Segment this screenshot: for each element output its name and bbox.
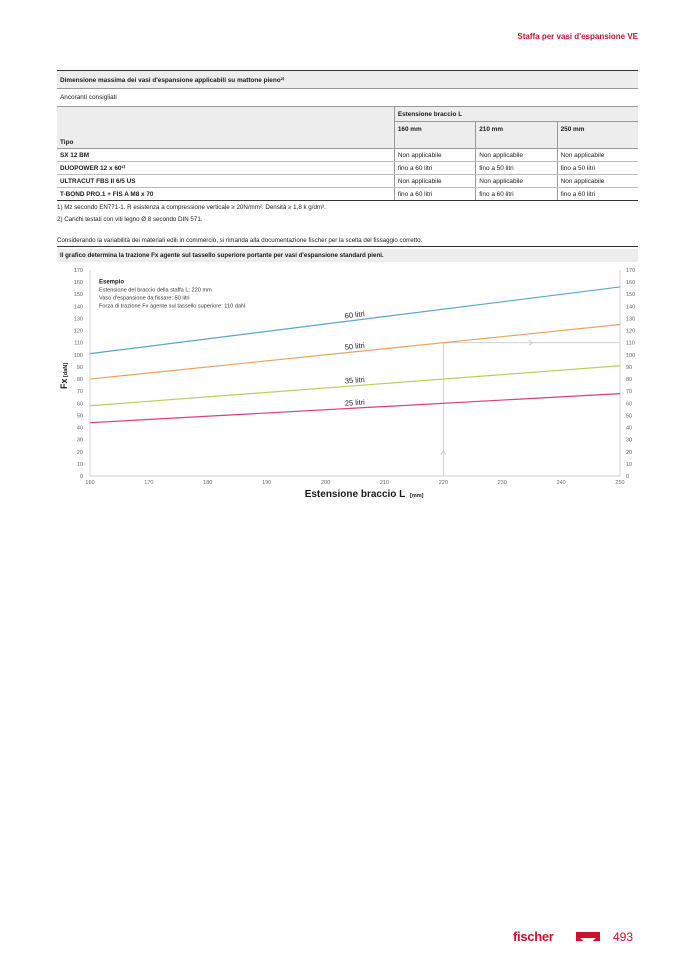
row-value: Non applicabile bbox=[394, 175, 475, 188]
row-value: Non applicabile bbox=[557, 149, 638, 162]
x-axis-unit: [mm] bbox=[410, 493, 424, 499]
anchor-table bbox=[57, 70, 638, 201]
x-tick-label: 240 bbox=[556, 480, 566, 486]
example-line: Estensione del braccio della staffa L: 220 mm bbox=[99, 287, 212, 294]
x-tick-label: 250 bbox=[615, 480, 625, 486]
page-number: 493 bbox=[613, 930, 634, 944]
page-header-title: Staffa per vasi d'espansione VE bbox=[517, 32, 638, 41]
row-type: T-BOND PRO.1 + FIS A M8 x 70 bbox=[57, 188, 394, 201]
row-value: fino a 60 litri bbox=[394, 162, 475, 175]
y-tick-label-right: 160 bbox=[626, 280, 636, 287]
footnote: 1) Mz secondo EN771-1. R esistenza a compressione verticale ≥ 20N/mm². Densità ≥ 1,8 k g/dm³. bbox=[57, 204, 326, 211]
y-axis-label: Fx bbox=[59, 378, 69, 389]
x-tick-label: 180 bbox=[203, 480, 213, 486]
row-value: Non applicabile bbox=[476, 149, 557, 162]
y-tick-label: 100 bbox=[73, 352, 83, 359]
table-row bbox=[57, 149, 638, 162]
y-tick-label: 80 bbox=[76, 377, 83, 384]
row-value: Non applicabile bbox=[476, 175, 557, 188]
y-tick-label: 140 bbox=[73, 304, 83, 311]
x-tick-label: 210 bbox=[379, 480, 390, 486]
row-value: Non applicabile bbox=[557, 175, 638, 188]
example-line: Forza di trazione Fx agente sul tassello superiore: 110 daN bbox=[99, 303, 246, 310]
x-tick-label: 200 bbox=[320, 480, 331, 486]
force-chart bbox=[57, 262, 638, 502]
y-tick-label: 50 bbox=[76, 413, 83, 420]
y-tick-label-right: 50 bbox=[626, 413, 633, 420]
x-tick-label: 230 bbox=[497, 480, 507, 486]
y-tick-label-right: 100 bbox=[626, 352, 636, 359]
y-axis-unit: [daN] bbox=[63, 362, 69, 377]
fischer-logo-mark-icon bbox=[576, 932, 600, 941]
y-tick-label-right: 60 bbox=[626, 401, 633, 408]
y-tick-label: 90 bbox=[76, 364, 83, 371]
series-label: 50 litri bbox=[344, 340, 366, 352]
column-header: 250 mm bbox=[557, 122, 638, 137]
series-label: 25 litri bbox=[344, 397, 366, 408]
row-type: ULTRACUT FBS II 6/5 US bbox=[57, 175, 394, 188]
y-tick-label-right: 130 bbox=[626, 316, 636, 323]
y-tick-label-right: 120 bbox=[626, 328, 636, 335]
footnotes bbox=[57, 202, 326, 226]
series-line bbox=[90, 325, 620, 380]
series-label: 60 litri bbox=[344, 309, 366, 321]
y-tick-label: 110 bbox=[74, 340, 83, 347]
row-type: SX 12 BM bbox=[57, 149, 394, 162]
y-tick-label-right: 170 bbox=[626, 268, 636, 274]
y-tick-label: 70 bbox=[76, 389, 83, 396]
x-tick-label: 170 bbox=[144, 480, 154, 486]
row-type: DUOPOWER 12 x 60¹⁾ bbox=[57, 162, 394, 175]
anchors-label: Ancoranti consigliati bbox=[57, 89, 638, 107]
table-row bbox=[57, 162, 638, 175]
row-value: fino a 60 litri bbox=[557, 188, 638, 201]
y-tick-label: 120 bbox=[73, 328, 83, 335]
column-header: 210 mm bbox=[476, 122, 557, 137]
y-tick-label-right: 0 bbox=[626, 474, 630, 480]
y-tick-label-right: 80 bbox=[626, 377, 633, 384]
series-label: 35 litri bbox=[344, 374, 366, 386]
x-tick-label: 190 bbox=[262, 480, 272, 486]
row-value: fino a 50 litri bbox=[557, 162, 638, 175]
y-tick-label-right: 20 bbox=[626, 449, 633, 456]
y-tick-label: 10 bbox=[76, 461, 83, 468]
y-tick-label-right: 40 bbox=[626, 425, 633, 432]
y-tick-label: 150 bbox=[73, 292, 83, 299]
y-tick-label-right: 110 bbox=[626, 340, 635, 347]
y-tick-label: 40 bbox=[76, 425, 83, 432]
y-tick-label: 0 bbox=[79, 474, 83, 480]
y-tick-label-right: 140 bbox=[626, 304, 636, 311]
example-title: Esempio bbox=[99, 279, 125, 286]
y-tick-label-right: 10 bbox=[626, 461, 633, 468]
y-tick-label-right: 30 bbox=[626, 437, 633, 444]
x-tick-label: 220 bbox=[438, 480, 448, 486]
y-tick-label: 170 bbox=[73, 268, 83, 274]
y-tick-label: 60 bbox=[76, 401, 83, 408]
x-tick-label: 160 bbox=[85, 480, 95, 486]
column-header: 160 mm bbox=[394, 122, 475, 137]
y-tick-label-right: 70 bbox=[626, 389, 633, 396]
table-row bbox=[57, 188, 638, 201]
y-tick-label: 160 bbox=[73, 280, 83, 287]
row-value: Non applicabile bbox=[394, 149, 475, 162]
y-tick-label: 20 bbox=[76, 449, 83, 456]
footnote: 2) Carichi testati con viti legno Ø 8 secondo DIN 571. bbox=[57, 216, 203, 223]
row-value: fino a 60 litri bbox=[394, 188, 475, 201]
y-tick-label-right: 90 bbox=[626, 364, 633, 371]
table-title: Dimensione massima dei vasi d'espansione applicabili su mattone pieno²⁾ bbox=[57, 71, 638, 89]
table-row bbox=[57, 175, 638, 188]
example-line: Vaso d'espansione da fissare: 50 litri bbox=[99, 295, 190, 302]
y-tick-label: 130 bbox=[73, 316, 83, 323]
consider-note: Considerando la variabilità dei materiali edili in commercio, si rimanda alla documentazione fischer per la scelta del fissaggio corretto. bbox=[57, 237, 638, 247]
x-axis-label: Estensione braccio L bbox=[304, 489, 406, 500]
fischer-logo: fischer bbox=[513, 929, 554, 944]
y-tick-label-right: 150 bbox=[626, 292, 636, 299]
type-header: Tipo bbox=[57, 136, 394, 149]
row-value: fino a 50 litri bbox=[476, 162, 557, 175]
y-tick-label: 30 bbox=[76, 437, 83, 444]
row-value: fino a 60 litri bbox=[476, 188, 557, 201]
group-header: Estensione braccio L bbox=[394, 107, 638, 122]
chart-title: Il grafico determina la trazione Fx agente sul tassello superiore portante per vasi d'espansione standard pieni. bbox=[57, 249, 638, 262]
